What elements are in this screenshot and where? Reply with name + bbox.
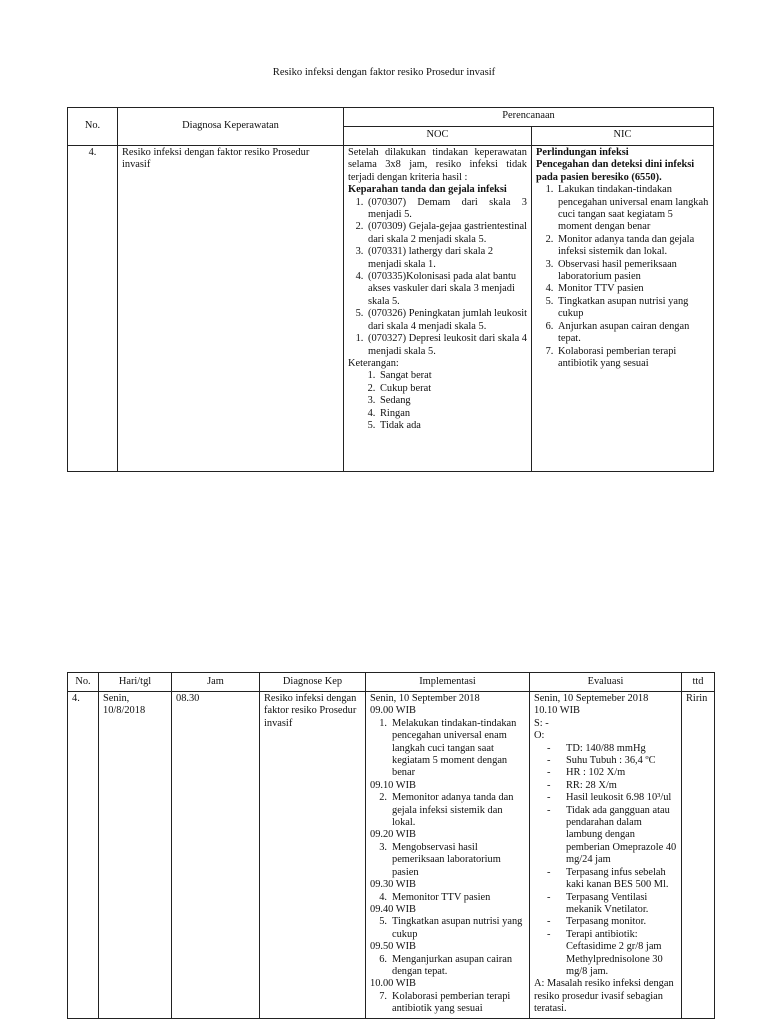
noc-criteria-item: 1. (070307) Demam dari skala 3 menjadi 5.	[366, 197, 527, 222]
nic-item: 6. Anjurkan asupan cairan dengan tepat.	[556, 321, 709, 346]
impl-step-item	[370, 718, 525, 780]
keterangan-item: 5. Tidak ada	[378, 420, 527, 432]
header-noc: NOC	[344, 127, 532, 146]
impl-step-number: 6.	[379, 953, 387, 965]
eval-objective-item: - Suhu Tubuh : 36,4 ºC	[564, 755, 677, 767]
impl-step-item	[370, 916, 525, 941]
eval-subjective: S: -	[534, 717, 549, 729]
impl-step-text: Mengobservasi hasil pemeriksaan laboratorium pasien	[392, 841, 501, 878]
noc-criteria-list-extra	[348, 333, 527, 358]
impl-step-number: 5.	[379, 916, 387, 928]
nic-item: 1. Lakukan tindakan-tindakan pencegahan universal enam langkah cuci tangan saat kegiatam 5 moment dengan benar	[556, 184, 709, 234]
header-hari-tgl: Hari/tgl	[99, 673, 172, 692]
impl-step-item	[370, 954, 525, 979]
eval-objective-item: - Terapi antibiotik: Ceftasidime 2 gr/8 jam Methylprednisolone 30 mg/8 jam.	[564, 929, 677, 979]
noc-intro: Setelah dilakukan tindakan keperawatan selama 3x8 jam, resiko infeksi tidak terjadi dengan kriteria hasil :	[348, 147, 527, 183]
impl-step-text: Tingkatkan asupan nutrisi yang cukup	[392, 916, 523, 940]
eval-objective: O:	[534, 730, 545, 742]
noc-criteria-item: 2. (070309) Gejala-gejaa gastrientestinal dari skala 2 menjadi skala 5.	[366, 221, 527, 246]
impl-row-hari: Senin, 10/8/2018	[99, 692, 172, 1019]
impl-step-number: 1.	[379, 717, 387, 729]
impl-row-jam: 08.30	[172, 692, 260, 1019]
header-implementasi: Implementasi	[366, 673, 530, 692]
nic-heading-1: Perlindungan infeksi	[536, 147, 629, 158]
noc-criteria-list	[348, 197, 527, 333]
impl-step-number: 7.	[379, 990, 387, 1002]
noc-criteria-item: 5. (070326) Peningkatan jumlah leukosit dari skala 4 menjadi skala 5.	[366, 308, 527, 333]
impl-row-ttd: Ririn	[682, 692, 715, 1019]
noc-heading: Keparahan tanda dan gejala infeksi	[348, 184, 507, 196]
header-no: No.	[68, 108, 118, 146]
impl-step-number: 4.	[379, 891, 387, 903]
nic-heading-2: Pencegahan dan deteksi dini infeksi pada pasien beresiko (6550).	[536, 159, 695, 183]
keterangan-item: 4. Ringan	[378, 408, 527, 420]
header-perencanaan: Perencanaan	[344, 108, 714, 127]
eval-time: 10.10 WIB	[534, 705, 580, 717]
evaluasi-cell	[530, 692, 682, 1019]
impl-step-time: 09.10 WIB	[370, 779, 416, 791]
document-title: Resiko infeksi dengan faktor resiko Prosedur invasif	[272, 67, 496, 78]
noc-criteria-item: 1. (070327) Depresi leukosit dari skala 4 menjadi skala 5.	[366, 333, 527, 358]
impl-step-time: 09.40 WIB	[370, 903, 416, 915]
nic-item: 2. Monitor adanya tanda dan gejala infeksi sistemik dan lokal.	[556, 234, 709, 259]
impl-step-text: Memonitor TTV pasien	[392, 891, 491, 903]
impl-step-time: 09.00 WIB	[370, 705, 416, 717]
nic-item: 4. Monitor TTV pasien	[556, 283, 709, 295]
eval-objective-item: - TD: 140/88 mmHg	[564, 743, 677, 755]
eval-objective-list	[534, 743, 677, 979]
impl-step-text: Menganjurkan asupan cairan dengan tepat.	[392, 953, 513, 977]
eval-objective-item: - Terpasang monitor.	[564, 916, 677, 928]
keterangan-list	[348, 370, 527, 432]
impl-step-number: 2.	[379, 792, 387, 804]
impl-step-time: 09.20 WIB	[370, 829, 416, 841]
impl-step-number: 3.	[379, 841, 387, 853]
header-jam: Jam	[172, 673, 260, 692]
eval-date: Senin, 10 Septemeber 2018	[534, 693, 649, 704]
eval-assessment: A: Masalah resiko infeksi dengan resiko prosedur ivasif sebagian teratasi.	[534, 978, 674, 1015]
impl-step-text: Kolaborasi pemberian terapi antibiotik yang sesuai	[392, 990, 511, 1015]
impl-date: Senin, 10 September 2018	[370, 693, 480, 704]
impl-step-item	[370, 991, 525, 1016]
header-diagnose-kep: Diagnose Kep	[260, 673, 366, 692]
impl-row-no: 4.	[68, 692, 99, 1019]
header-ttd: ttd	[682, 673, 715, 692]
impl-step-time: 09.50 WIB	[370, 941, 416, 953]
plan-row-diagnosa: Resiko infeksi dengan faktor resiko Prosedur invasif	[118, 146, 344, 472]
eval-objective-item: - RR: 28 X/m	[564, 780, 677, 792]
header-nic: NIC	[532, 127, 714, 146]
keterangan-item: 3. Sedang	[378, 395, 527, 407]
implementasi-cell	[366, 692, 530, 1019]
eval-objective-item: - Terpasang infus sebelah kaki kanan BES 500 Ml.	[564, 867, 677, 892]
eval-objective-item: - Tidak ada gangguan atau pendarahan dalam lambung dengan pemberian Omeprazole 40 mg/24 jam	[564, 805, 677, 867]
keterangan-item: 1. Sangat berat	[378, 370, 527, 382]
header-diagnosa: Diagnosa Keperawatan	[118, 108, 344, 146]
impl-step-text: Melakukan tindakan-tindakan pencegahan universal enam langkah cuci tangan saat kegiatam 5 moment dengan benar	[392, 717, 517, 779]
impl-step-text: Memonitor adanya tanda dan gejala infeksi sistemik dan lokal.	[392, 792, 514, 829]
nic-item: 5. Tingkatkan asupan nutrisi yang cukup	[556, 296, 709, 321]
impl-steps	[370, 705, 525, 1015]
noc-cell	[344, 146, 532, 472]
eval-objective-item: - Terpasang Ventilasi mekanik Vnetilator.	[564, 892, 677, 917]
header-evaluasi: Evaluasi	[530, 673, 682, 692]
impl-step-item	[370, 792, 525, 829]
impl-step-item	[370, 842, 525, 879]
eval-objective-item: - Hasil leukosit 6.98 10³/ul	[564, 792, 677, 804]
nic-list	[536, 184, 709, 370]
implementation-table	[67, 672, 715, 1019]
eval-objective-item: - HR : 102 X/m	[564, 767, 677, 779]
impl-step-item	[370, 892, 525, 904]
keterangan-label: Keterangan:	[348, 357, 399, 369]
nic-item: 7. Kolaborasi pemberian terapi antibiotik yang sesuai	[556, 346, 709, 371]
care-plan-table	[67, 107, 714, 472]
keterangan-item: 2. Cukup berat	[378, 383, 527, 395]
plan-row-no: 4.	[68, 146, 118, 472]
header-no: No.	[68, 673, 99, 692]
nic-item: 3. Observasi hasil pemeriksaan laboratorium pasien	[556, 259, 709, 284]
nic-cell	[532, 146, 714, 472]
noc-criteria-item: 4. (070335)Kolonisasi pada alat bantu akses vaskuler dari skala 3 menjadi skala 5.	[366, 271, 527, 308]
impl-step-time: 09.30 WIB	[370, 879, 416, 891]
impl-step-time: 10.00 WIB	[370, 978, 416, 990]
noc-criteria-item: 3. (070331) lathergy dari skala 2 menjadi skala 1.	[366, 246, 527, 271]
impl-row-diagnose: Resiko infeksi dengan faktor resiko Prosedur invasif	[260, 692, 366, 1019]
